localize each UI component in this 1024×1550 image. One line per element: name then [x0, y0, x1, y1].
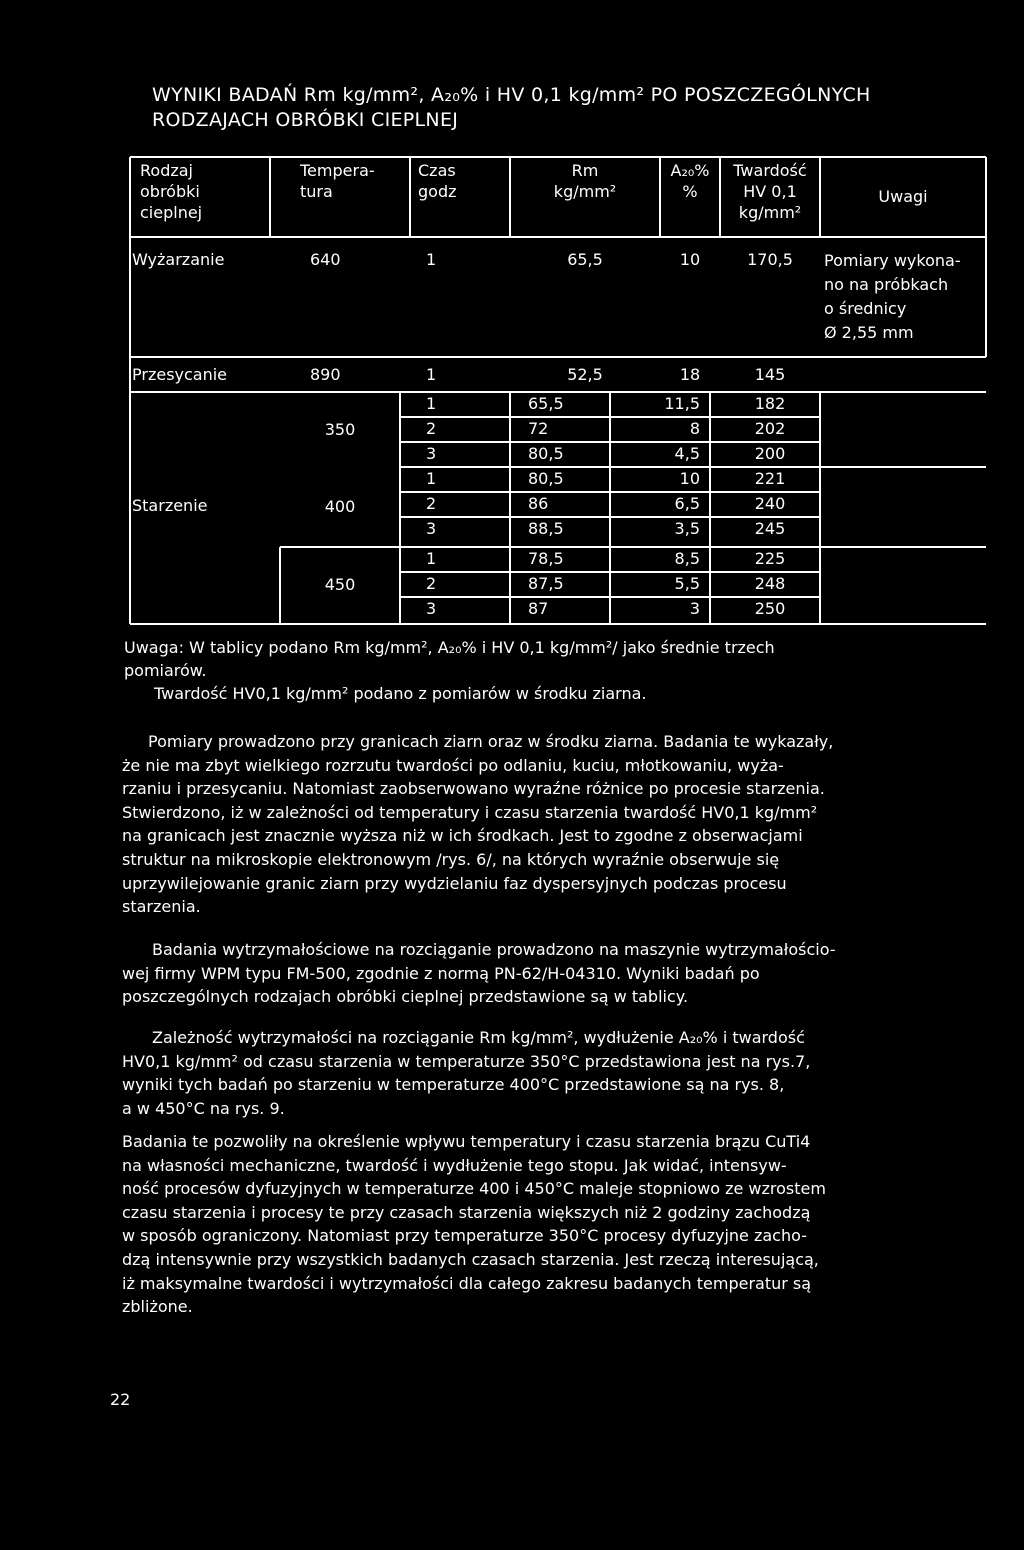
header-rm-line-1: Rm	[571, 161, 599, 180]
table-title	[152, 82, 1002, 133]
header-remarks: Uwagi	[878, 187, 928, 206]
supersaturation-a20: 18	[679, 365, 701, 384]
p4-line: na własności mechaniczne, twardość i wydłużenie tego stopu. Jak widać, intensyw-	[122, 1155, 787, 1175]
header-hardness-line-2: HV 0,1	[743, 182, 797, 201]
ageing-rm: 88,5	[528, 519, 564, 538]
annealing-hv: 170,5	[747, 250, 793, 269]
header-rm	[510, 160, 660, 202]
supersaturation-name: Przesycanie	[132, 365, 228, 384]
paragraph-3	[122, 1026, 992, 1120]
ageing-time: 2	[426, 419, 437, 438]
p3-line: HV0,1 kg/mm² od czasu starzenia w temperaturze 350°C przedstawiona jest na rys.7,	[122, 1051, 811, 1071]
p4-line: w sposób ograniczony. Natomiast przy temperaturze 350°C procesy dyfuzyjne zacho-	[122, 1226, 807, 1246]
p4-line: dzą intensywnie przy wszystkich badanych czasach starzenia. Jest rzeczą interesującą,	[122, 1249, 819, 1269]
supersaturation-rm: 52,5	[567, 365, 603, 384]
annealing-remark	[824, 249, 961, 345]
table-title-line-1: WYNIKI BADAŃ Rm kg/mm², A₂₀% i HV 0,1 kg/mm² PO POSZCZEGÓLNYCH	[152, 84, 871, 106]
header-hardness-line-3: kg/mm²	[738, 203, 802, 222]
ageing-temp: 450	[324, 574, 356, 594]
ageing-rm: 80,5	[528, 469, 564, 488]
ageing-a20: 5,5	[674, 574, 700, 593]
annealing-a20: 10	[679, 250, 701, 269]
header-temperature	[300, 160, 375, 202]
ageing-time: 1	[426, 394, 437, 413]
header-treatment-line-1: Rodzaj	[140, 161, 193, 180]
ageing-rm: 87,5	[528, 574, 564, 593]
supersaturation-hv: 145	[754, 365, 786, 384]
header-hardness	[720, 160, 820, 223]
annealing-name: Wyżarzanie	[132, 250, 225, 269]
ageing-temp: 400	[324, 497, 356, 516]
header-time-line-1: Czas	[418, 161, 456, 180]
table-title-line-2: RODZAJACH OBRÓBKI CIEPLNEJ	[152, 109, 459, 131]
header-a20-line-2: %	[682, 182, 698, 201]
header-hardness-line-1: Twardość	[733, 161, 807, 180]
header-temperature-line-2: tura	[300, 182, 333, 201]
paragraph-4	[122, 1130, 992, 1319]
remark-line-4: Ø 2,55 mm	[824, 323, 914, 342]
header-time-line-2: godz	[418, 182, 457, 201]
header-rm-line-2: kg/mm²	[553, 182, 617, 201]
results-table	[128, 155, 988, 625]
header-time	[418, 160, 457, 202]
p1-line: starzenia.	[122, 897, 201, 917]
ageing-time: 3	[426, 444, 437, 463]
ageing-rm: 87	[528, 599, 549, 618]
ageing-a20: 3	[689, 599, 700, 618]
ageing-name: Starzenie	[132, 496, 208, 515]
p2-line: wej firmy WPM typu FM-500, zgodnie z normą PN-62/H-04310. Wyniki badań po	[122, 963, 760, 983]
ageing-time: 3	[426, 599, 437, 618]
remark-line-2: no na próbkach	[824, 275, 949, 294]
ageing-hv: 248	[754, 574, 786, 593]
p4-line: zbliżone.	[122, 1297, 193, 1317]
ageing-a20: 4,5	[674, 444, 700, 463]
header-temperature-line-1: Tempera-	[300, 161, 375, 180]
ageing-hv: 245	[754, 519, 786, 538]
ageing-hv: 182	[754, 394, 786, 413]
supersaturation-time: 1	[426, 365, 437, 384]
note-line-3: Twardość HV0,1 kg/mm² podano z pomiarów w środku ziarna.	[154, 684, 647, 703]
supersaturation-temp: 890	[310, 365, 341, 384]
ageing-a20: 3,5	[674, 519, 700, 538]
ageing-rm: 80,5	[528, 444, 564, 463]
ageing-a20: 6,5	[674, 494, 700, 513]
ageing-rm: 65,5	[528, 394, 564, 413]
ageing-time: 2	[426, 494, 437, 513]
annealing-temp: 640	[310, 250, 341, 269]
remark-line-1: Pomiary wykona-	[824, 251, 961, 270]
ageing-a20: 8,5	[674, 549, 700, 568]
header-treatment-line-3: cieplnej	[140, 203, 203, 222]
ageing-time: 2	[426, 574, 437, 593]
ageing-hv: 225	[754, 549, 786, 568]
header-a20-line-1: A₂₀%	[670, 161, 710, 180]
p3-line: a w 450°C na rys. 9.	[122, 1098, 285, 1118]
ageing-time: 3	[426, 519, 437, 538]
p3-line: wyniki tych badań po starzeniu w temperaturze 400°C przedstawione są na rys. 8,	[122, 1075, 785, 1095]
p1-line: struktur na mikroskopie elektronowym /rys. 6/, na których wyraźnie obserwuje się	[122, 849, 780, 869]
header-treatment-line-2: obróbki	[140, 182, 200, 201]
ageing-hv: 200	[754, 444, 786, 463]
page-number: 22	[110, 1390, 131, 1409]
header-treatment	[140, 160, 202, 223]
p4-line: ność procesów dyfuzyjnych w temperaturze 400 i 450°C maleje stopniowo ze wzrostem	[122, 1179, 826, 1199]
p2-line: Badania wytrzymałościowe na rozciąganie prowadzono na maszynie wytrzymałościo-	[152, 940, 836, 959]
ageing-a20: 11,5	[664, 394, 700, 413]
header-a20	[660, 160, 720, 202]
ageing-hv: 202	[754, 419, 786, 438]
ageing-rm: 78,5	[528, 549, 564, 568]
ageing-a20: 10	[679, 469, 700, 488]
p2-line: poszczególnych rodzajach obróbki cieplnej przedstawione są w tablicy.	[122, 987, 689, 1007]
p1-line: rzaniu i przesycaniu. Natomiast zaobserwowano wyraźne różnice po procesie starzenia.	[122, 779, 825, 799]
p4-line: Badania te pozwoliły na określenie wpływu temperatury i czasu starzenia brązu CuTi4	[122, 1132, 811, 1151]
p1-line: Stwierdzono, iż w zależności od temperatury i czasu starzenia twardość HV0,1 kg/mm²	[122, 802, 818, 822]
p4-line: iż maksymalne twardości i wytrzymałości dla całego zakresu badanych temperatur są	[122, 1273, 812, 1293]
ageing-time: 1	[426, 549, 437, 568]
p1-line: uprzywilejowanie granic ziarn przy wydzielaniu faz dyspersyjnych podczas procesu	[122, 873, 787, 893]
remark-line-3: o średnicy	[824, 299, 907, 318]
p1-line: że nie ma zbyt wielkiego rozrzutu twardości po odlaniu, kuciu, młotkowaniu, wyża-	[122, 755, 784, 775]
table-note	[124, 636, 1004, 705]
annealing-rm: 65,5	[567, 250, 603, 269]
ageing-hv: 221	[754, 469, 786, 488]
p1-line: Pomiary prowadzono przy granicach ziarn oraz w środku ziarna. Badania te wykazały,	[148, 732, 834, 751]
annealing-time: 1	[426, 250, 437, 269]
p1-line: na granicach jest znacznie wyższa niż w ich środkach. Jest to zgodne z obserwacjami	[122, 826, 803, 846]
p4-line: czasu starzenia i procesy te przy czasach starzenia większych niż 2 godziny zachodzą	[122, 1202, 811, 1222]
p3-line: Zależność wytrzymałości na rozciąganie Rm kg/mm², wydłużenie A₂₀% i twardość	[152, 1028, 805, 1047]
ageing-rm: 86	[528, 494, 549, 513]
note-line-1: Uwaga: W tablicy podano Rm kg/mm², A₂₀% i HV 0,1 kg/mm²/ jako średnie trzech	[124, 638, 775, 657]
ageing-rm: 72	[528, 419, 549, 438]
ageing-a20: 8	[689, 419, 700, 438]
paragraph-1	[122, 730, 992, 919]
note-line-2: pomiarów.	[124, 661, 207, 680]
ageing-hv: 240	[754, 494, 786, 513]
ageing-hv: 250	[754, 599, 786, 618]
paragraph-2	[122, 938, 992, 1009]
ageing-time: 1	[426, 469, 437, 488]
ageing-temp: 350	[324, 419, 356, 439]
